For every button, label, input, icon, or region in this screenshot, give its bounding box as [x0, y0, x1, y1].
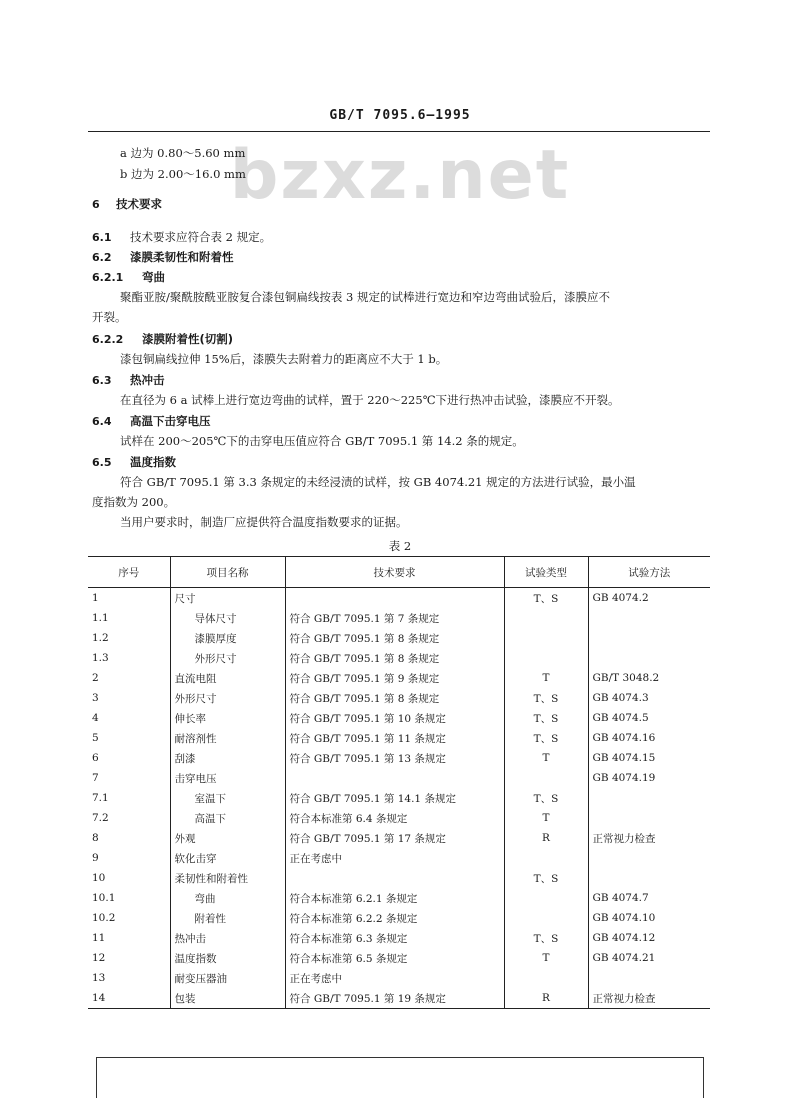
table-header-row [88, 557, 710, 588]
section-6-5-heading [92, 454, 176, 471]
table-row [88, 988, 710, 1009]
table-caption: 表 2 [388, 539, 412, 553]
cell-no: 8 [92, 832, 99, 844]
cell-test-type: T [504, 808, 588, 828]
section-title: 技术要求 [116, 197, 162, 211]
column-header-test-method: 试验方法 [588, 557, 710, 588]
cell-test-type [504, 648, 588, 668]
section-number: 6 [92, 198, 100, 211]
table-row [88, 868, 710, 888]
cell-test-method: GB 4074.10 [588, 908, 710, 928]
cell-item-name: 附着性 [170, 908, 285, 928]
table-row [88, 648, 710, 668]
table-row [88, 848, 710, 868]
cell-test-type: T、S [504, 868, 588, 888]
cell-requirement [285, 588, 504, 609]
cell-no: 2 [92, 672, 99, 684]
cell-no: 14 [88, 988, 170, 1009]
cell-test-method [588, 808, 710, 828]
cell-item-name: 导体尺寸 [170, 608, 285, 628]
section-number: 6.5 [92, 456, 112, 469]
cell-no: 10 [92, 872, 106, 884]
table-row [88, 788, 710, 808]
section-title: 温度指数 [130, 455, 176, 469]
cell-test-type: T、S [504, 708, 588, 728]
cell-no: 6 [92, 752, 99, 764]
cell-requirement [285, 768, 504, 788]
table-row [88, 728, 710, 748]
cell-no: 12 [92, 952, 106, 964]
table-row [88, 708, 710, 728]
section-title: 高温下击穿电压 [130, 414, 211, 428]
table-row [88, 748, 710, 768]
paragraph-6-5-line1: 符合 GB/T 7095.1 第 3.3 条规定的未经浸渍的试样，按 GB 4074.21 规定的方法进行试验，最小温 [120, 475, 636, 489]
cell-requirement: 符合 GB/T 7095.1 第 19 条规定 [285, 988, 504, 1009]
cell-test-method [588, 628, 710, 648]
section-number: 6.1 [92, 231, 112, 244]
cell-item-name: 刮漆 [170, 748, 285, 768]
cell-requirement: 符合本标准第 6.2.2 条规定 [285, 908, 504, 928]
cell-item-name: 耐溶剂性 [170, 728, 285, 748]
cell-test-type: R [504, 988, 588, 1009]
cell-test-method [588, 608, 710, 628]
cell-item-name: 外观 [170, 828, 285, 848]
section-6-2-heading [92, 249, 234, 266]
cell-test-type: T [504, 748, 588, 768]
section-6-2-2-heading [92, 331, 233, 348]
section-number: 6.2 [92, 251, 112, 264]
cell-requirement: 正在考虑中 [285, 848, 504, 868]
cell-item-name: 柔韧性和附着性 [170, 868, 285, 888]
cell-test-type [504, 888, 588, 908]
cell-item-name: 伸长率 [170, 708, 285, 728]
table-row [88, 808, 710, 828]
cell-item-name: 高温下 [170, 808, 285, 828]
section-text: 技术要求应符合表 2 规定。 [130, 230, 272, 244]
paragraph-6-2-1-line2: 开裂。 [92, 310, 127, 324]
cell-no: 1.2 [92, 632, 109, 644]
cell-test-type [504, 908, 588, 928]
cell-no: 1.3 [92, 652, 109, 664]
cell-test-type [504, 848, 588, 868]
cell-requirement: 符合本标准第 6.3 条规定 [285, 928, 504, 948]
cell-test-method: GB 4074.12 [588, 928, 710, 948]
cell-item-name: 尺寸 [170, 588, 285, 609]
cell-requirement: 符合 GB/T 7095.1 第 14.1 条规定 [285, 788, 504, 808]
cell-test-method: GB 4074.5 [588, 708, 710, 728]
cell-test-method: 正常视力检查 [588, 988, 710, 1009]
cell-no: 13 [92, 972, 106, 984]
cell-no: 4 [92, 712, 99, 724]
table-row [88, 768, 710, 788]
cell-no: 3 [92, 692, 99, 704]
cell-test-type [504, 768, 588, 788]
cell-no: 11 [92, 932, 106, 944]
cell-test-type: T [504, 948, 588, 968]
footer-frame [96, 1057, 704, 1098]
cell-test-method [588, 868, 710, 888]
cell-item-name: 耐变压器油 [170, 968, 285, 988]
table-row [88, 608, 710, 628]
cell-test-method [588, 788, 710, 808]
paragraph-6-5-line2: 度指数为 200。 [92, 495, 176, 509]
cell-requirement: 符合 GB/T 7095.1 第 8 条规定 [285, 688, 504, 708]
cell-item-name: 外形尺寸 [170, 688, 285, 708]
section-title: 弯曲 [142, 270, 165, 284]
cell-test-type: T、S [504, 728, 588, 748]
header-rule [88, 131, 710, 132]
cell-item-name: 软化击穿 [170, 848, 285, 868]
cell-test-type: R [504, 828, 588, 848]
table-row [88, 948, 710, 968]
cell-requirement: 符合本标准第 6.5 条规定 [285, 948, 504, 968]
cell-test-method: GB 4074.19 [588, 768, 710, 788]
paragraph-6-2-2: 漆包铜扁线拉伸 15%后，漆膜失去附着力的距离应不大于 1 b。 [120, 352, 448, 366]
section-number: 6.4 [92, 415, 112, 428]
column-header-no: 序号 [88, 557, 170, 588]
cell-test-type: T [504, 668, 588, 688]
section-6-3-heading [92, 372, 165, 389]
cell-test-type [504, 628, 588, 648]
cell-item-name: 漆膜厚度 [170, 628, 285, 648]
cell-test-method: 正常视力检查 [588, 828, 710, 848]
paragraph-6-2-1-line1: 聚酯亚胺/聚酰胺酰亚胺复合漆包铜扁线按表 3 规定的试棒进行宽边和窄边弯曲试验后，漆膜应不 [120, 290, 610, 304]
cell-no: 9 [92, 852, 99, 864]
cell-requirement: 符合本标准第 6.2.1 条规定 [285, 888, 504, 908]
table-row [88, 628, 710, 648]
cell-test-method [588, 968, 710, 988]
cell-requirement: 符合 GB/T 7095.1 第 8 条规定 [285, 628, 504, 648]
cell-requirement: 符合 GB/T 7095.1 第 8 条规定 [285, 648, 504, 668]
paragraph-6-5-line3: 当用户要求时，制造厂应提供符合温度指数要求的证据。 [120, 515, 408, 529]
cell-test-type: T、S [504, 688, 588, 708]
cell-item-name: 击穿电压 [170, 768, 285, 788]
cell-requirement: 符合 GB/T 7095.1 第 7 条规定 [285, 608, 504, 628]
cell-requirement [285, 868, 504, 888]
cell-item-name: 弯曲 [170, 888, 285, 908]
paragraph-6-3: 在直径为 6 a 试棒上进行宽边弯曲的试样，置于 220～225℃下进行热冲击试验，漆膜应不开裂。 [120, 393, 620, 407]
section-title: 热冲击 [130, 373, 165, 387]
cell-test-method: GB 4074.3 [588, 688, 710, 708]
section-number: 6.2.2 [92, 333, 124, 346]
cell-item-name: 热冲击 [170, 928, 285, 948]
section-title: 漆膜附着性(切割) [142, 332, 234, 346]
cell-test-method: GB/T 3048.2 [588, 668, 710, 688]
cell-requirement: 符合本标准第 6.4 条规定 [285, 808, 504, 828]
table-row [88, 688, 710, 708]
table-row [88, 588, 710, 609]
cell-test-type: T、S [504, 588, 588, 609]
cell-no: 10.1 [92, 892, 116, 904]
table-row [88, 928, 710, 948]
table-row [88, 888, 710, 908]
table-row [88, 908, 710, 928]
watermark: bzxz.net [229, 136, 571, 215]
cell-no: 10.2 [92, 912, 116, 924]
section-6-1 [92, 229, 271, 246]
paragraph-6-4: 试样在 200～205℃下的击穿电压值应符合 GB/T 7095.1 第 14.2 条的规定。 [120, 434, 524, 448]
cell-no: 7 [92, 772, 99, 784]
cell-item-name: 包装 [170, 988, 285, 1009]
cell-test-type [504, 968, 588, 988]
cell-test-type: T、S [504, 928, 588, 948]
spec-table [88, 556, 710, 1009]
cell-item-name: 外形尺寸 [170, 648, 285, 668]
column-header-test-type: 试验类型 [504, 557, 588, 588]
cell-test-type: T、S [504, 788, 588, 808]
cell-requirement: 符合 GB/T 7095.1 第 10 条规定 [285, 708, 504, 728]
section-title: 漆膜柔韧性和附着性 [130, 250, 234, 264]
section-6-heading [92, 196, 162, 213]
section-number: 6.3 [92, 374, 112, 387]
page-header: GB/T 7095.6—1995 [329, 108, 471, 123]
cell-no: 7.2 [92, 812, 109, 824]
cell-test-method: GB 4074.21 [588, 948, 710, 968]
cell-no: 1.1 [92, 612, 109, 624]
cell-requirement: 符合 GB/T 7095.1 第 13 条规定 [285, 748, 504, 768]
dim-a-line: a 边为 0.80～5.60 mm [120, 146, 246, 160]
cell-test-method: GB 4074.16 [588, 728, 710, 748]
cell-no: 7.1 [92, 792, 109, 804]
cell-test-method: GB 4074.15 [588, 748, 710, 768]
cell-requirement: 符合 GB/T 7095.1 第 11 条规定 [285, 728, 504, 748]
cell-test-method: GB 4074.2 [588, 588, 710, 609]
cell-test-method [588, 648, 710, 668]
cell-item-name: 室温下 [170, 788, 285, 808]
cell-item-name: 直流电阻 [170, 668, 285, 688]
column-header-item: 项目名称 [170, 557, 285, 588]
table-row [88, 828, 710, 848]
cell-test-method [588, 848, 710, 868]
section-6-2-1-heading [92, 269, 165, 286]
table-row [88, 968, 710, 988]
section-6-4-heading [92, 413, 211, 430]
cell-no: 1 [92, 592, 99, 604]
table-row [88, 668, 710, 688]
section-number: 6.2.1 [92, 271, 124, 284]
cell-no: 5 [92, 732, 99, 744]
cell-requirement: 正在考虑中 [285, 968, 504, 988]
column-header-requirement: 技术要求 [285, 557, 504, 588]
cell-test-method: GB 4074.7 [588, 888, 710, 908]
cell-test-type [504, 608, 588, 628]
cell-requirement: 符合 GB/T 7095.1 第 17 条规定 [285, 828, 504, 848]
cell-item-name: 温度指数 [170, 948, 285, 968]
cell-requirement: 符合 GB/T 7095.1 第 9 条规定 [285, 668, 504, 688]
dim-b-line: b 边为 2.00～16.0 mm [120, 167, 246, 181]
